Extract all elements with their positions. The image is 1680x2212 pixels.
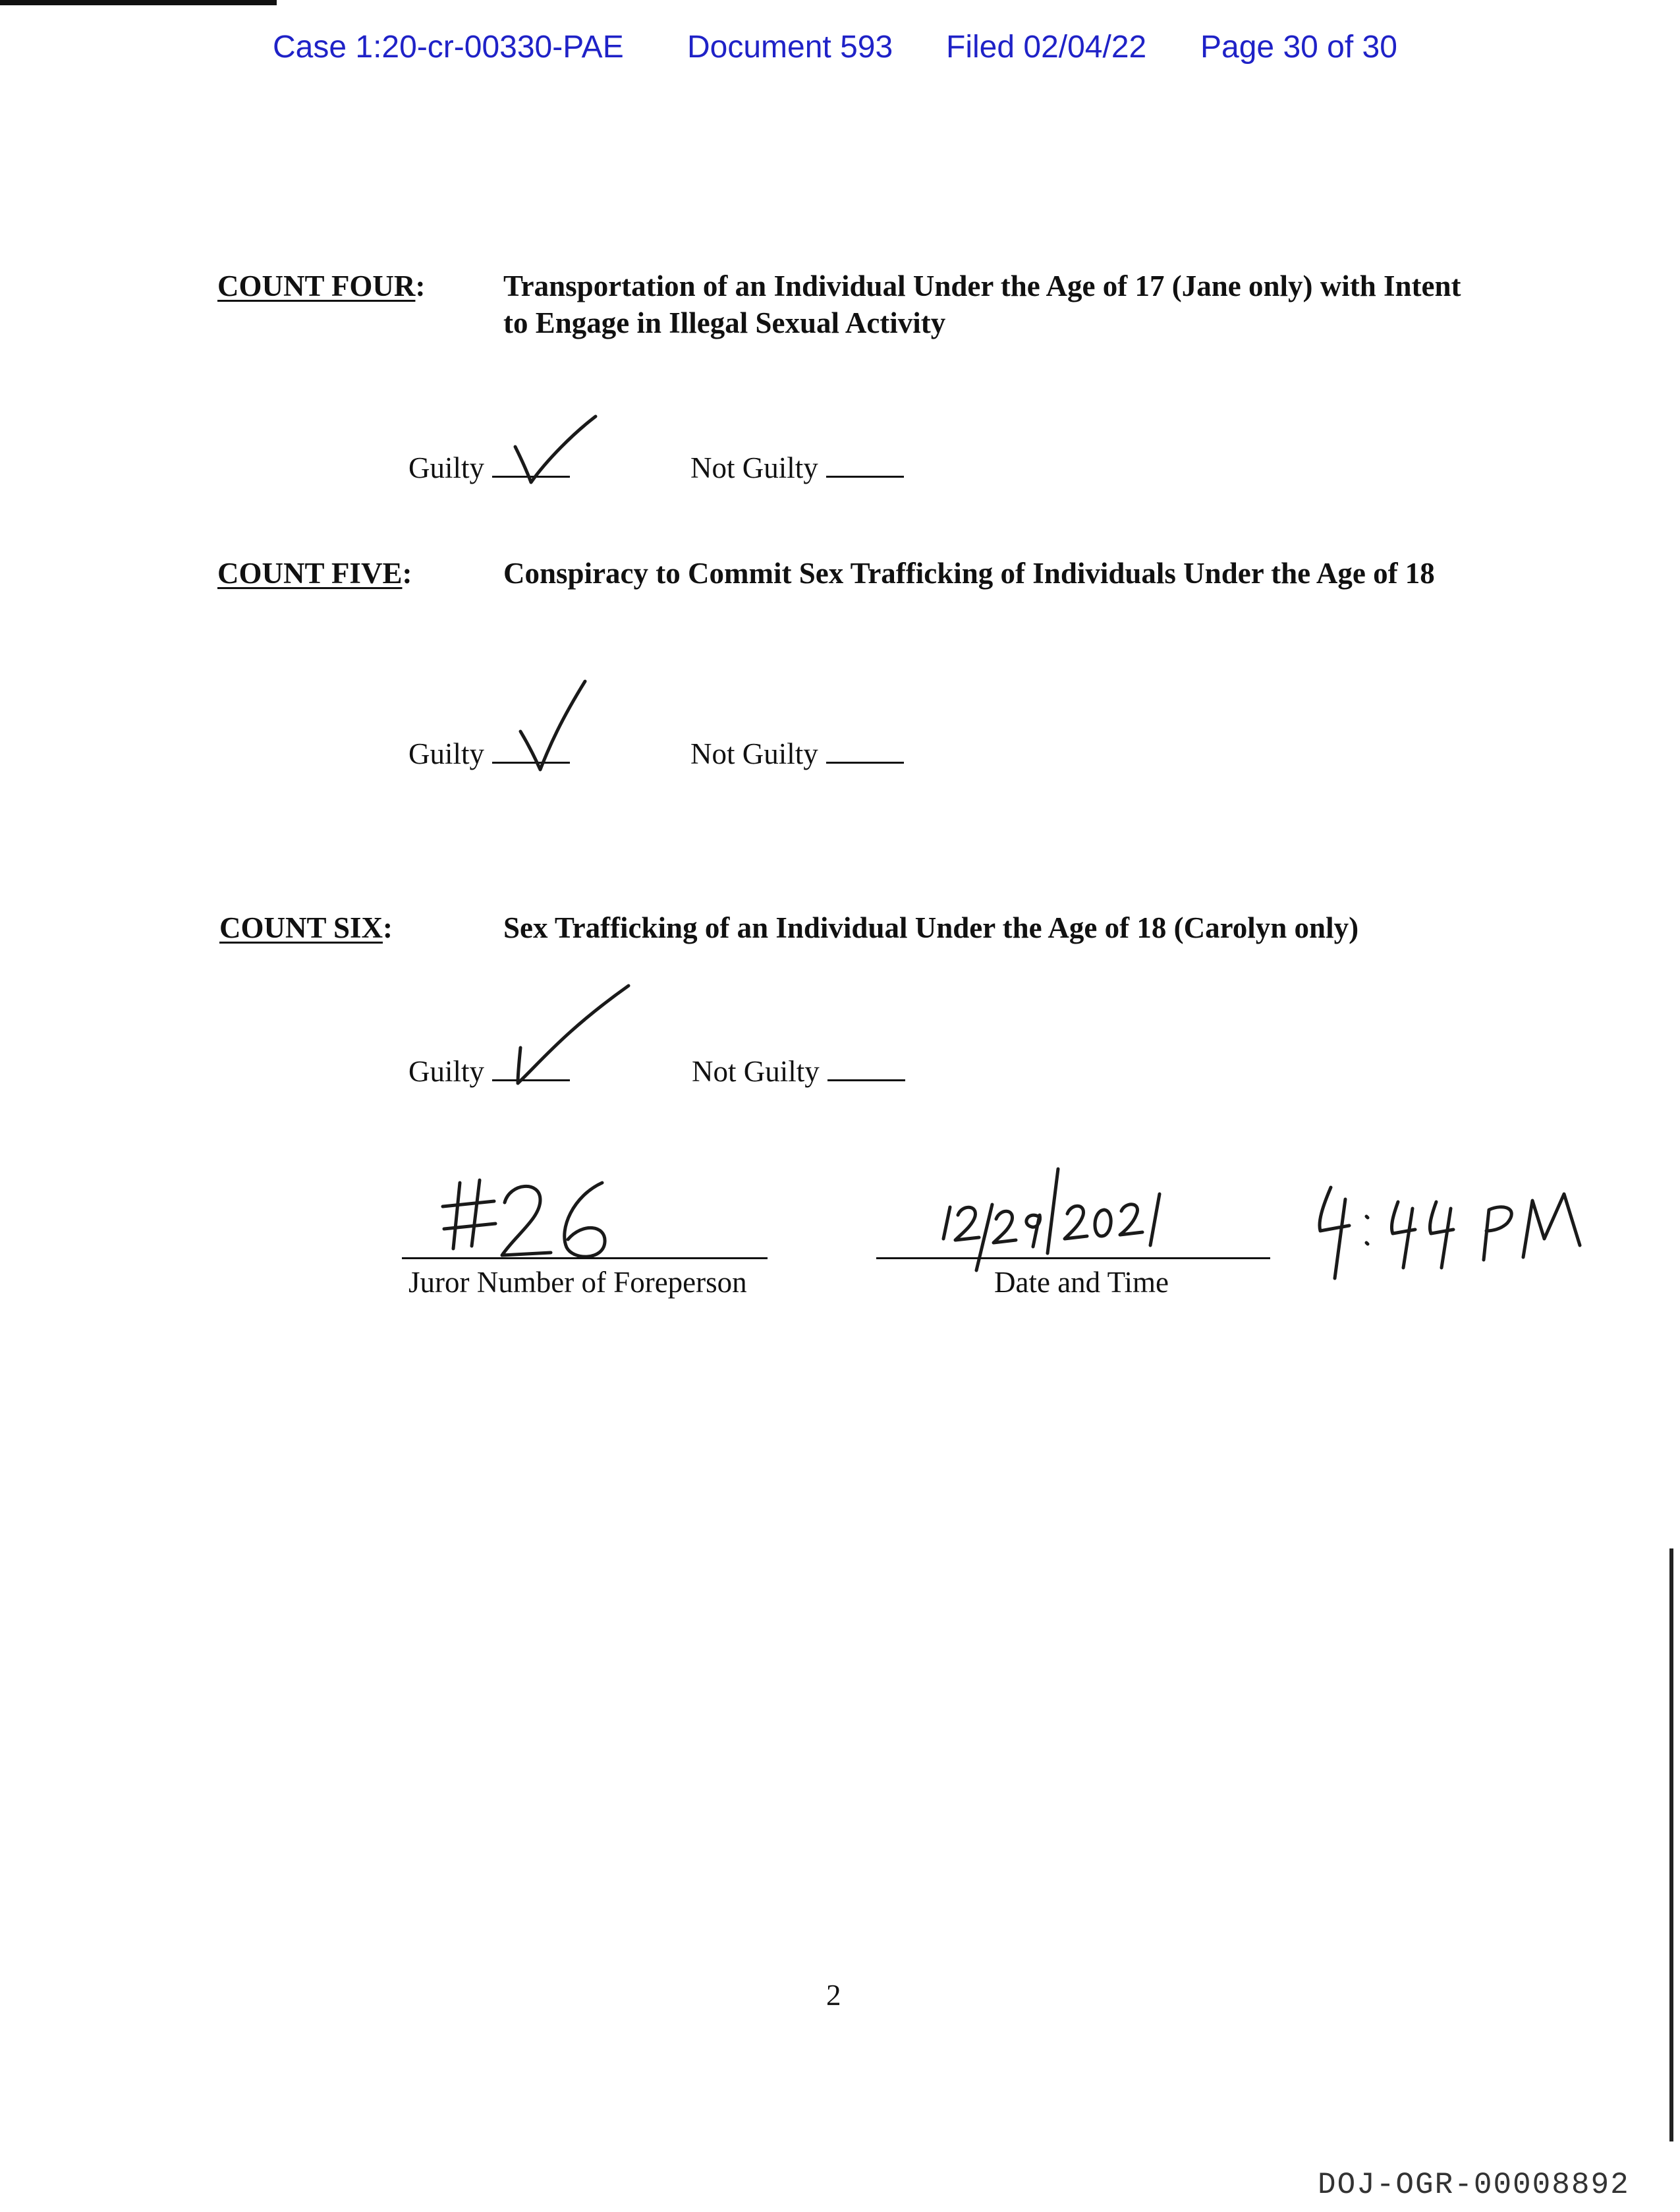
guilty-label: Guilty <box>408 451 485 484</box>
count-six-label: COUNT SIX: <box>219 911 393 944</box>
not-guilty-label: Not Guilty <box>690 451 818 484</box>
case-number: Case 1:20-cr-00330-PAE <box>273 30 624 65</box>
document-number: Document 593 <box>687 30 893 65</box>
guilty-label: Guilty <box>408 737 485 770</box>
count-five-title: Conspiracy to Commit Sex Trafficking of Individuals Under the Age of 18 <box>503 557 1435 590</box>
page-indicator: Page 30 of 30 <box>1200 30 1397 65</box>
not-guilty-blank <box>826 737 904 764</box>
filed-date: Filed 02/04/22 <box>946 30 1147 65</box>
count-four-label: COUNT FOUR: <box>217 269 426 302</box>
page-number: 2 <box>826 1979 841 2012</box>
count-four-not-guilty <box>690 451 904 485</box>
not-guilty-label: Not Guilty <box>690 737 818 770</box>
not-guilty-blank <box>826 451 904 478</box>
date-signature-line <box>876 1257 1270 1259</box>
checkmark-icon <box>514 414 600 486</box>
juror-caption: Juror Number of Foreperson <box>408 1266 747 1299</box>
checkmark-icon <box>513 984 631 1090</box>
count-four-title: Transportation of an Individual Under the Age of 17 (Jane only) with Intent to Engage in Illegal Sexual Activity <box>503 269 1461 339</box>
count-six-label-text: COUNT SIX <box>219 911 383 944</box>
date-caption: Date and Time <box>994 1266 1169 1299</box>
count-five-not-guilty <box>690 737 904 771</box>
scan-artifact <box>0 0 277 5</box>
handwritten-time <box>1311 1179 1588 1285</box>
not-guilty-blank <box>827 1054 905 1081</box>
checkmark-icon <box>519 680 592 772</box>
count-five-label-text: COUNT FIVE <box>217 557 403 590</box>
count-four-label-text: COUNT FOUR <box>217 269 416 302</box>
handwritten-juror-number <box>441 1176 619 1262</box>
bates-number: DOJ-OGR-00008892 <box>1318 2168 1630 2202</box>
count-six-title: Sex Trafficking of an Individual Under the Age of 18 (Carolyn only) <box>503 911 1359 944</box>
guilty-label: Guilty <box>408 1055 485 1088</box>
scan-edge <box>1669 1548 1673 2141</box>
not-guilty-label: Not Guilty <box>692 1055 820 1088</box>
count-six-not-guilty <box>692 1054 905 1089</box>
juror-signature-line <box>402 1257 768 1259</box>
count-five-label: COUNT FIVE: <box>217 557 412 590</box>
